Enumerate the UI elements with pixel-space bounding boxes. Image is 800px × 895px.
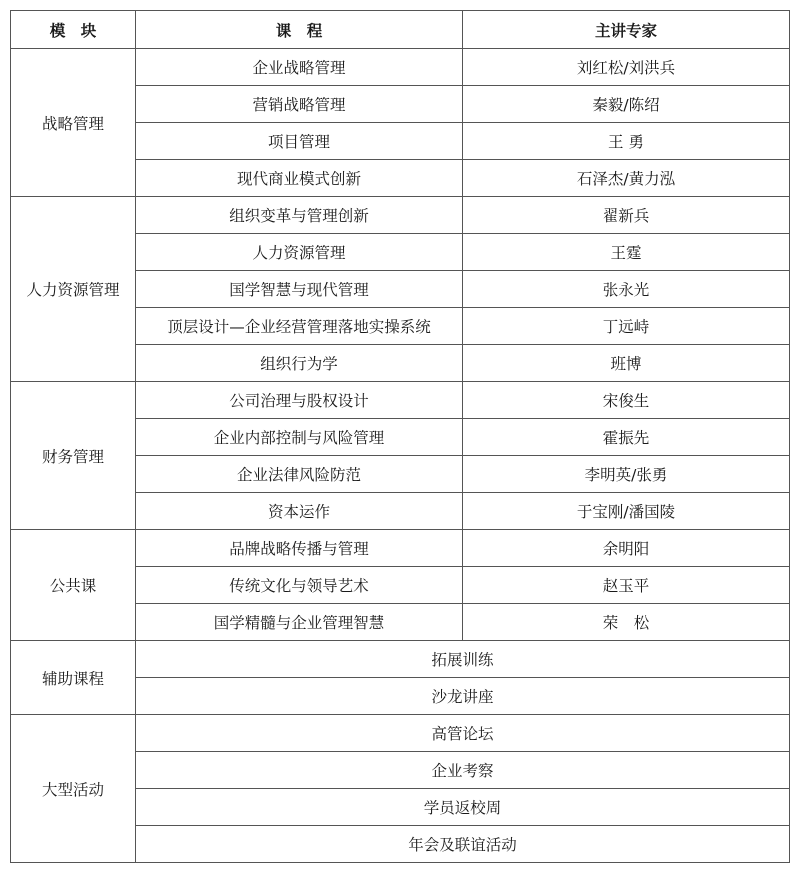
expert-cell: 余明阳 — [463, 530, 790, 567]
module-cell: 战略管理 — [11, 49, 136, 197]
module-cell: 财务管理 — [11, 382, 136, 530]
course-cell: 顶层设计—企业经营管理落地实操系统 — [136, 308, 463, 345]
expert-cell: 霍振先 — [463, 419, 790, 456]
expert-cell: 李明英/张勇 — [463, 456, 790, 493]
header-course: 课 程 — [136, 11, 463, 49]
course-cell: 现代商业模式创新 — [136, 160, 463, 197]
expert-cell: 于宝刚/潘国陵 — [463, 493, 790, 530]
expert-cell: 荣 松 — [463, 604, 790, 641]
expert-cell: 石泽杰/黄力泓 — [463, 160, 790, 197]
activity-cell: 拓展训练 — [136, 641, 790, 678]
module-cell: 辅助课程 — [11, 641, 136, 715]
header-row — [11, 11, 790, 49]
module-cell: 公共课 — [11, 530, 136, 641]
expert-cell: 秦毅/陈绍 — [463, 86, 790, 123]
expert-cell: 翟新兵 — [463, 197, 790, 234]
curriculum-table — [10, 10, 790, 863]
course-cell: 企业法律风险防范 — [136, 456, 463, 493]
course-cell: 国学精髓与企业管理智慧 — [136, 604, 463, 641]
course-cell: 企业内部控制与风险管理 — [136, 419, 463, 456]
course-cell: 营销战略管理 — [136, 86, 463, 123]
expert-cell: 王霆 — [463, 234, 790, 271]
table-row — [11, 382, 790, 419]
header-module: 模 块 — [11, 11, 136, 49]
expert-cell: 宋俊生 — [463, 382, 790, 419]
table-row — [11, 715, 790, 752]
expert-cell: 王 勇 — [463, 123, 790, 160]
course-cell: 组织行为学 — [136, 345, 463, 382]
course-cell: 公司治理与股权设计 — [136, 382, 463, 419]
course-cell: 项目管理 — [136, 123, 463, 160]
course-cell: 国学智慧与现代管理 — [136, 271, 463, 308]
table-row — [11, 530, 790, 567]
activity-cell: 企业考察 — [136, 752, 790, 789]
course-cell: 品牌战略传播与管理 — [136, 530, 463, 567]
table-body — [11, 49, 790, 863]
course-cell: 企业战略管理 — [136, 49, 463, 86]
activity-cell: 沙龙讲座 — [136, 678, 790, 715]
expert-cell: 刘红松/刘洪兵 — [463, 49, 790, 86]
course-cell: 传统文化与领导艺术 — [136, 567, 463, 604]
expert-cell: 丁远峙 — [463, 308, 790, 345]
activity-cell: 高管论坛 — [136, 715, 790, 752]
expert-cell: 赵玉平 — [463, 567, 790, 604]
course-cell: 人力资源管理 — [136, 234, 463, 271]
course-cell: 资本运作 — [136, 493, 463, 530]
module-cell: 大型活动 — [11, 715, 136, 863]
expert-cell: 班博 — [463, 345, 790, 382]
table-row — [11, 49, 790, 86]
expert-cell: 张永光 — [463, 271, 790, 308]
activity-cell: 年会及联谊活动 — [136, 826, 790, 863]
table-row — [11, 197, 790, 234]
course-cell: 组织变革与管理创新 — [136, 197, 463, 234]
module-cell: 人力资源管理 — [11, 197, 136, 382]
table-row — [11, 641, 790, 678]
activity-cell: 学员返校周 — [136, 789, 790, 826]
header-expert: 主讲专家 — [463, 11, 790, 49]
